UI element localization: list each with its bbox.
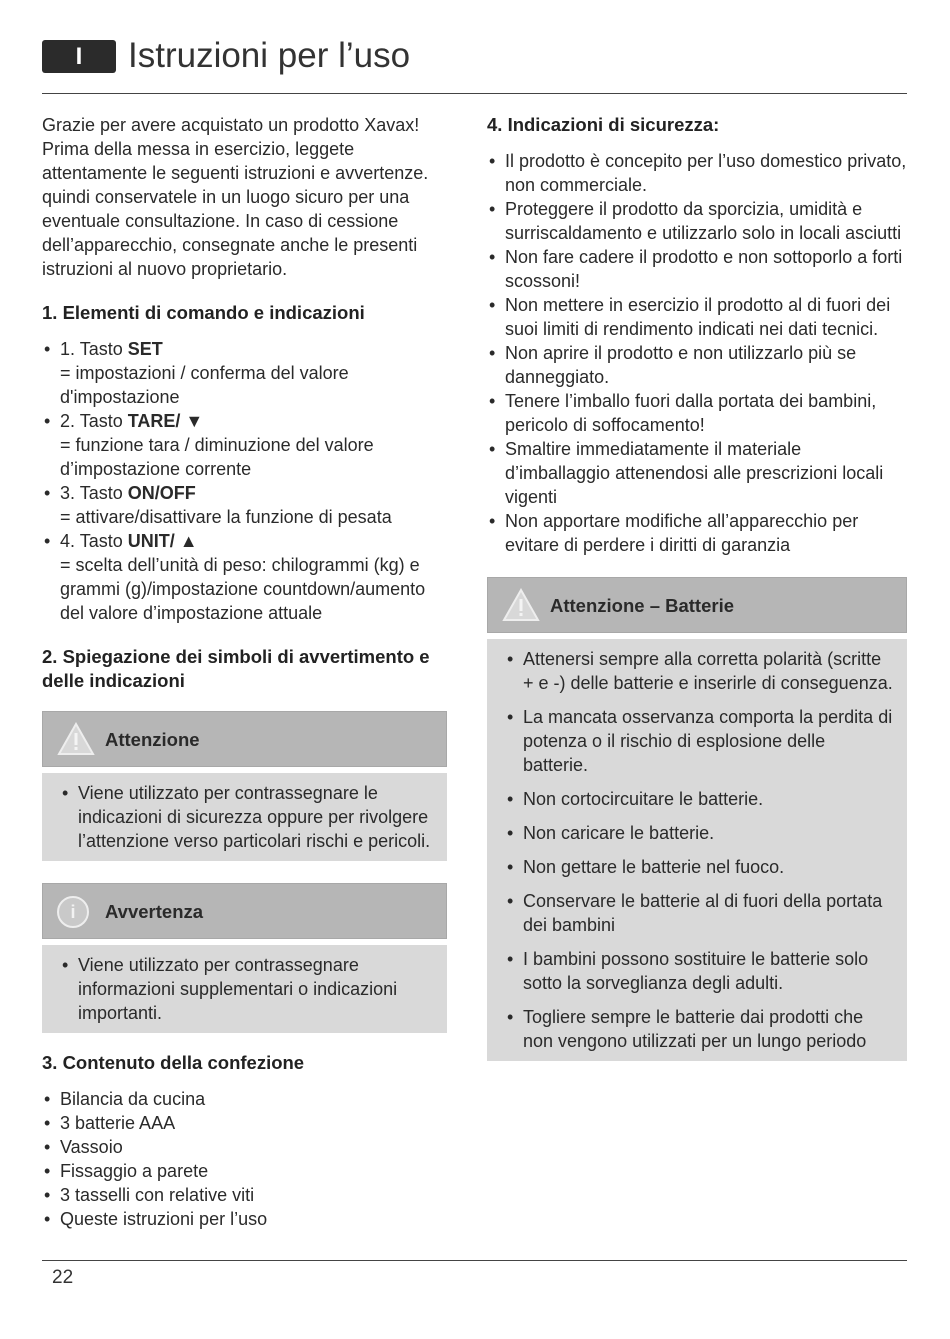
list-item: • I bambini possono sostituire le batterie solo sotto la sorveglianza degli adulti. xyxy=(505,947,895,995)
list-item: • 3 tasselli con relative viti xyxy=(42,1183,447,1207)
battery-box-header xyxy=(487,577,907,633)
list-item: • Non caricare le batterie. xyxy=(505,821,895,845)
control-key: ON/OFF xyxy=(127,483,196,503)
control-key: SET xyxy=(127,339,163,359)
list-item: • 3 batterie AAA xyxy=(42,1111,447,1135)
list-item: • Bilancia da cucina xyxy=(42,1087,447,1111)
control-key: TARE/ ▼ xyxy=(127,411,204,431)
list-item: • Togliere sempre le batterie dai prodotti che non vengono utilizzati per un lungo periodo xyxy=(505,1005,895,1053)
page-number: 22 xyxy=(52,1267,74,1288)
section-3-heading: 3. Contenuto della confezione xyxy=(42,1052,305,1073)
list-item: • Viene utilizzato per contrassegnare informazioni supplementari o indicazioni importanti. xyxy=(60,953,435,1025)
section-4-heading: 4. Indicazioni di sicurezza: xyxy=(487,114,720,135)
section-1-heading: 1. Elementi di comando e indicazioni xyxy=(42,302,365,323)
control-description: = funzione tara / diminuzione del valore d’impostazione corrente xyxy=(60,435,374,479)
intro-paragraph: Grazie per avere acquistato un prodotto Xavax! Prima della messa in esercizio, leggete attentamente le seguenti istruzioni e avvertenze. quindi conservatele in un luogo sicuro per una eventuale consultazione. In caso di cessione dell’apparecchio, consegnate anche le presenti istruzioni al nuovo proprietario. xyxy=(42,115,429,279)
advice-label: Avvertenza xyxy=(105,901,204,922)
battery-list xyxy=(505,647,895,1053)
control-description: = impostazioni / conferma del valore d'impostazione xyxy=(60,363,349,407)
info-icon: i xyxy=(57,896,89,928)
attention-label: Attenzione xyxy=(105,729,200,750)
list-item xyxy=(42,529,447,625)
control-description: = scelta dell’unità di peso: chilogrammi (kg) e grammi (g)/impostazione countdown/aumento del valore d’impostazione attuale xyxy=(60,555,426,623)
warning-triangle-icon xyxy=(57,722,95,756)
list-item: • Non fare cadere il prodotto e non sottoporlo a forti scossoni! xyxy=(487,245,907,293)
list-item: • Proteggere il prodotto da sporcizia, umidità e surriscaldamento e utilizzarlo solo in locali asciutti xyxy=(487,197,907,245)
advice-box-header xyxy=(42,883,447,939)
warning-triangle-icon xyxy=(502,588,540,622)
header-divider xyxy=(42,93,907,94)
list-item: • Non gettare le batterie nel fuoco. xyxy=(505,855,895,879)
control-prefix: 1. Tasto xyxy=(60,339,128,359)
list-item xyxy=(42,337,447,409)
attention-box-body xyxy=(42,773,447,861)
list-item: • Conservare le batterie al di fuori della portata dei bambini xyxy=(505,889,895,937)
control-prefix: 2. Tasto xyxy=(60,411,128,431)
list-item: • Queste istruzioni per l’uso xyxy=(42,1207,447,1231)
right-column xyxy=(487,113,907,1061)
battery-label: Attenzione – Batterie xyxy=(550,595,735,616)
list-item: • Tenere l’imballo fuori dalla portata dei bambini, pericolo di soffocamento! xyxy=(487,389,907,437)
package-contents-list xyxy=(42,1087,447,1231)
page-title: Istruzioni per l’uso xyxy=(128,36,411,75)
list-item: • La mancata osservanza comporta la perdita di potenza o il rischio di esplosione delle batterie. xyxy=(505,705,895,777)
list-item: • Non apportare modifiche all’apparecchio per evitare di perdere i diritti di garanzia xyxy=(487,509,907,557)
list-item: • Il prodotto è concepito per l’uso domestico privato, non commerciale. xyxy=(487,149,907,197)
control-prefix: 3. Tasto xyxy=(60,483,128,503)
advice-list xyxy=(60,953,435,1025)
attention-list xyxy=(60,781,435,853)
advice-box-body xyxy=(42,945,447,1033)
list-item xyxy=(42,481,447,529)
left-column xyxy=(42,113,447,1251)
footer-divider xyxy=(42,1260,907,1261)
list-item: • Non mettere in esercizio il prodotto al di fuori dei suoi limiti di rendimento indicati nei dati tecnici. xyxy=(487,293,907,341)
section-2-heading: 2. Spiegazione dei simboli di avvertimento e delle indicazioni xyxy=(42,646,430,691)
list-item: • Smaltire immediatamente il materiale d’imballaggio attenendosi alle prescrizioni locali vigenti xyxy=(487,437,907,509)
list-item: • Attenersi sempre alla corretta polarità (scritte + e -) delle batterie e inserirle di conseguenza. xyxy=(505,647,895,695)
safety-list xyxy=(487,149,907,557)
control-key: UNIT/ ▲ xyxy=(127,531,198,551)
list-item: • Vassoio xyxy=(42,1135,447,1159)
attention-box-header xyxy=(42,711,447,767)
list-item: • Fissaggio a parete xyxy=(42,1159,447,1183)
controls-list xyxy=(42,337,447,625)
list-item: • Non cortocircuitare le batterie. xyxy=(505,787,895,811)
control-prefix: 4. Tasto xyxy=(60,531,128,551)
list-item: • Viene utilizzato per contrassegnare le indicazioni di sicurezza oppure per rivolgere l’attenzione verso particolari rischi e pericoli. xyxy=(60,781,435,853)
control-description: = attivare/disattivare la funzione di pesata xyxy=(60,507,392,527)
section-badge: I xyxy=(42,40,116,73)
battery-box-body xyxy=(487,639,907,1061)
list-item: • Non aprire il prodotto e non utilizzarlo più se danneggiato. xyxy=(487,341,907,389)
list-item xyxy=(42,409,447,481)
